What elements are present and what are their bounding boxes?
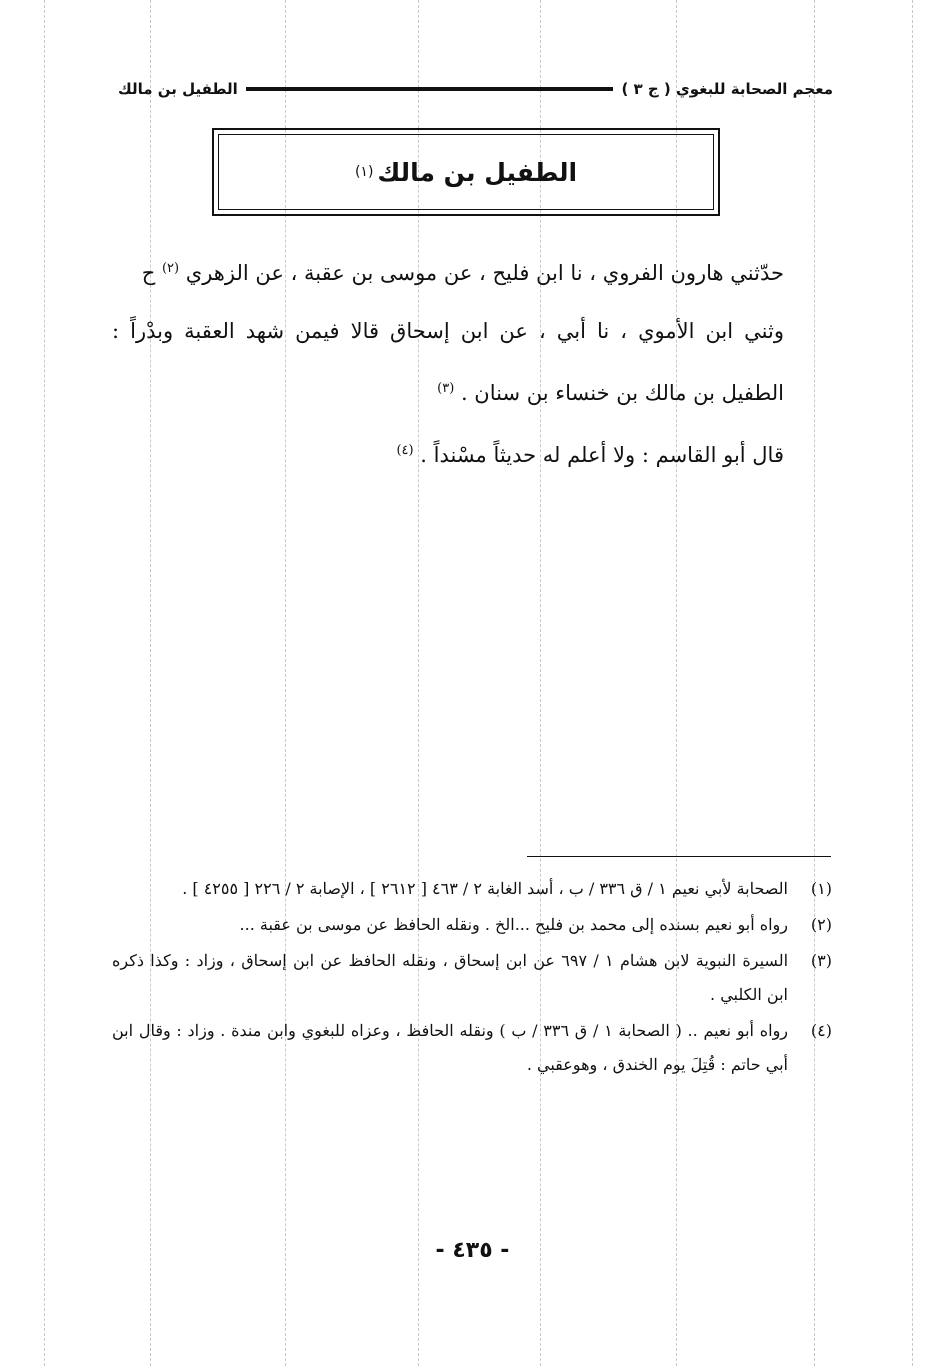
guide-line: [150, 0, 151, 1366]
footnote-text: رواه أبو نعيم .. ( الصحابة ١ / ق ٣٣٦ / ب ) ونقله الحافظ ، وعزاه للبغوي وابن مندة . وزاد : وقال ابن أبي حاتم : قُتِلَ يوم الخندق ، وهوعقبي .: [112, 1021, 789, 1074]
footnote-number: (١): [810, 879, 832, 898]
footnote-number: (٤): [810, 1021, 832, 1040]
footnote: [112, 1014, 832, 1082]
page-number: - ٤٣٥ -: [435, 1238, 510, 1263]
running-header: [118, 74, 833, 104]
p1-tail: ح: [141, 261, 156, 285]
footnote-separator: [527, 856, 831, 857]
entry-title-box: [212, 128, 720, 216]
footnote-ref-3: (٣): [437, 381, 455, 396]
paragraph-3: [112, 422, 832, 484]
paragraph-2: [112, 302, 832, 422]
guide-line: [44, 0, 45, 1366]
footnote: [112, 944, 832, 1012]
main-text: [112, 240, 832, 484]
footnote: [112, 908, 832, 942]
entry-title-frame: [218, 134, 714, 210]
footnote-text: الصحابة لأبي نعيم ١ / ق ٣٣٦ / ب ، أسد الغابة ٢ / ٤٦٣ [ ٢٦١٢ ] ، الإصابة ٢ / ٢٢٦ [ ٤٢٥٥ ] .: [182, 879, 788, 898]
footnote-text: السيرة النبوية لابن هشام ١ / ٦٩٧ عن ابن إسحاق ، ونقله الحافظ عن ابن إسحاق ، وزاد : وكذا ذكره ابن الكلبي .: [112, 951, 789, 1004]
header-rule: [246, 87, 614, 91]
footnotes: [112, 872, 832, 1084]
footnote-number: (٣): [810, 951, 832, 970]
footnote-ref-4: (٤): [396, 443, 414, 458]
footnote-ref-2: (٢): [161, 261, 180, 276]
footnote: [112, 872, 832, 906]
header-book-title: معجم الصحابة للبغوي ( ج ٣ ): [621, 80, 833, 98]
p2-line1: وثني ابن الأموي ، نا أبي ، عن ابن إسحاق قالا فيمن شهد العقبة: [184, 319, 784, 343]
footnote-text: رواه أبو نعيم بسنده إلى محمد بن فليح ...الخ . ونقله الحافظ عن موسى بن عقبة ...: [239, 915, 788, 934]
p1-line2: الزهري: [185, 261, 249, 285]
guide-line: [912, 0, 913, 1366]
header-entry-name: الطفيل بن مالك: [118, 80, 238, 98]
footnote-number: (٢): [810, 915, 832, 934]
p3-text: قال أبو القاسم : ولا أعلم له حديثاً مسْنداً .: [420, 443, 784, 467]
title-footnote-ref: (١): [354, 164, 374, 180]
p1-line1: حدّثني هارون الفروي ، نا ابن فليح ، عن موسى بن عقبة ، عن: [255, 261, 784, 285]
guide-line: [814, 0, 815, 1366]
paragraph-1: [112, 240, 832, 302]
p2-line2: وبدْراً : الطفيل بن مالك بن خنساء بن سنان .: [112, 319, 784, 405]
entry-title: الطفيل بن مالك: [377, 157, 578, 187]
